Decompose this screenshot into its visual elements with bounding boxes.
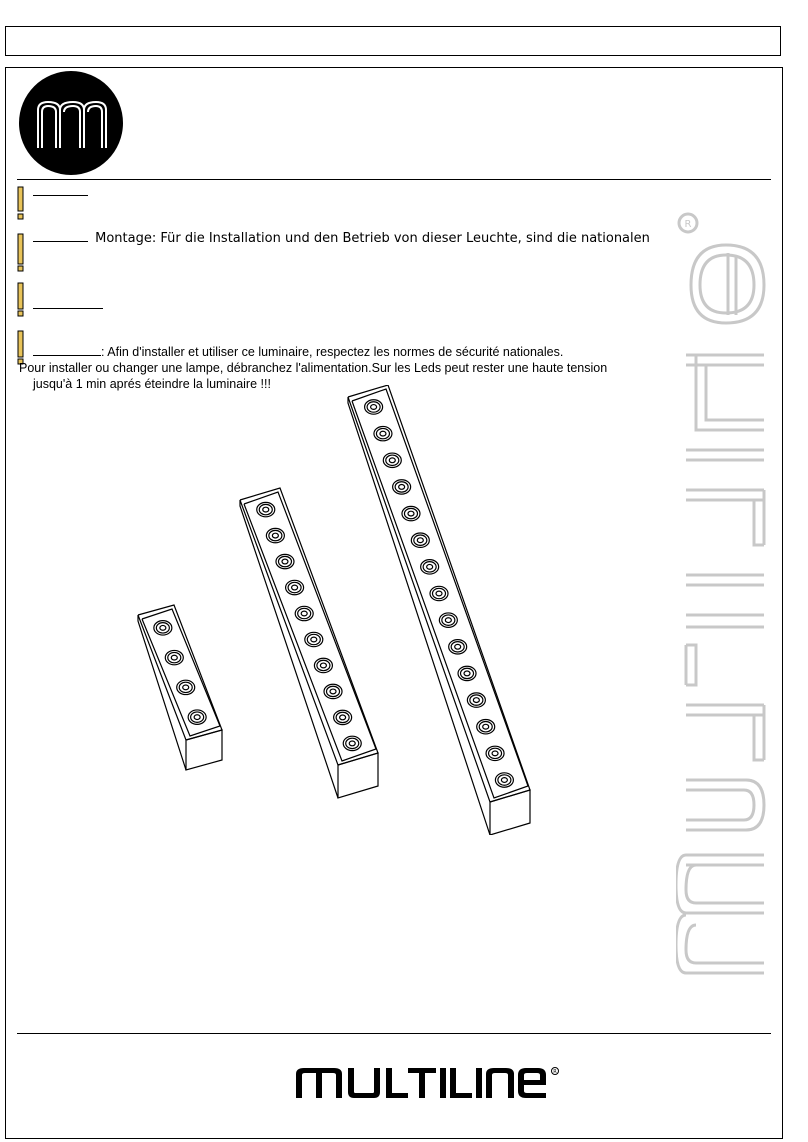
led-lens bbox=[317, 660, 330, 670]
led-lens bbox=[470, 695, 483, 705]
led-lens bbox=[327, 686, 340, 696]
led-lens bbox=[423, 562, 436, 572]
luminaire-medium-top bbox=[240, 488, 378, 765]
luminaire-long-top bbox=[348, 385, 530, 802]
led-lens bbox=[259, 504, 272, 514]
led-lens bbox=[320, 663, 326, 668]
vertical-brand-logo bbox=[676, 205, 776, 1000]
led-lens bbox=[282, 559, 288, 564]
led-lens bbox=[492, 751, 498, 756]
warning-icon bbox=[17, 233, 25, 273]
header-box bbox=[5, 26, 781, 56]
led-lens bbox=[278, 556, 291, 566]
led-lens bbox=[301, 611, 307, 616]
luminaire-medium-side bbox=[240, 500, 338, 798]
led-lens bbox=[386, 455, 399, 465]
led-lens bbox=[272, 533, 278, 538]
led-lens bbox=[179, 682, 192, 692]
led-lens bbox=[336, 712, 349, 722]
led-lens bbox=[451, 642, 464, 652]
led-lens bbox=[501, 778, 507, 783]
led-lens bbox=[483, 724, 489, 729]
led-lens bbox=[340, 715, 346, 720]
warning-icon bbox=[17, 186, 25, 220]
led-lens bbox=[311, 637, 317, 642]
led-lens bbox=[489, 748, 502, 758]
led-lens bbox=[156, 623, 169, 633]
led-lens bbox=[436, 591, 442, 596]
led-lens bbox=[408, 511, 414, 516]
led-lens bbox=[498, 775, 511, 785]
led-lens bbox=[346, 738, 359, 748]
led-lens bbox=[427, 564, 433, 569]
warning-4: : Afin d'installer et utiliser ce luminaire, respectez les normes de sécurité nationales. bbox=[33, 345, 563, 359]
svg-text:R: R bbox=[553, 1069, 557, 1075]
led-lens bbox=[298, 608, 311, 618]
led-lens bbox=[395, 482, 408, 492]
led-lens bbox=[399, 485, 405, 490]
led-lens bbox=[479, 722, 492, 732]
led-lens bbox=[183, 685, 189, 690]
warning-4-line-3: jusqu'à 1 min aprés éteindre la luminaire !!! bbox=[33, 377, 271, 391]
led-lens bbox=[473, 698, 479, 703]
led-lens bbox=[168, 652, 181, 662]
logo-m-icon bbox=[18, 70, 124, 176]
led-lens bbox=[433, 588, 446, 598]
bottom-brand-logo bbox=[296, 1062, 561, 1104]
warning-icon bbox=[17, 282, 25, 318]
led-lens bbox=[464, 671, 470, 676]
svg-text:R: R bbox=[684, 219, 692, 230]
led-lens bbox=[380, 431, 386, 436]
warning-2: Montage: Für die Installation und den Betrieb von dieser Leuchte, sind die nationalen bbox=[33, 231, 650, 246]
warning-4-line-2: Pour installer ou changer une lampe, débranchez l'alimentation.Sur les Leds peut rester une haute tension bbox=[19, 361, 608, 375]
led-lens bbox=[307, 634, 320, 644]
led-lens bbox=[414, 535, 427, 545]
led-lens bbox=[367, 402, 380, 412]
led-lens bbox=[160, 625, 166, 630]
product-illustration bbox=[130, 385, 570, 835]
header-rule bbox=[17, 179, 771, 180]
footer-rule bbox=[17, 1033, 771, 1034]
led-lens bbox=[417, 538, 423, 543]
led-lens bbox=[191, 712, 204, 722]
luminaire-medium-bevel bbox=[244, 492, 376, 761]
led-lens bbox=[269, 530, 282, 540]
led-lens bbox=[263, 507, 269, 512]
led-lens bbox=[349, 741, 355, 746]
led-lens bbox=[171, 655, 177, 660]
led-lens bbox=[445, 618, 451, 623]
led-lens bbox=[455, 644, 461, 649]
luminaire-short-top bbox=[138, 605, 222, 740]
led-lens bbox=[288, 582, 301, 592]
led-lens bbox=[376, 428, 389, 438]
led-lens bbox=[194, 715, 200, 720]
led-lens bbox=[389, 458, 395, 463]
led-lens bbox=[292, 585, 298, 590]
led-lens bbox=[404, 508, 417, 518]
led-lens bbox=[330, 689, 336, 694]
luminaire-long-bevel bbox=[352, 389, 528, 798]
warning-1 bbox=[33, 185, 91, 200]
warning-3 bbox=[33, 298, 106, 313]
led-lens bbox=[442, 615, 455, 625]
led-lens bbox=[461, 668, 474, 678]
led-lens bbox=[371, 405, 377, 410]
